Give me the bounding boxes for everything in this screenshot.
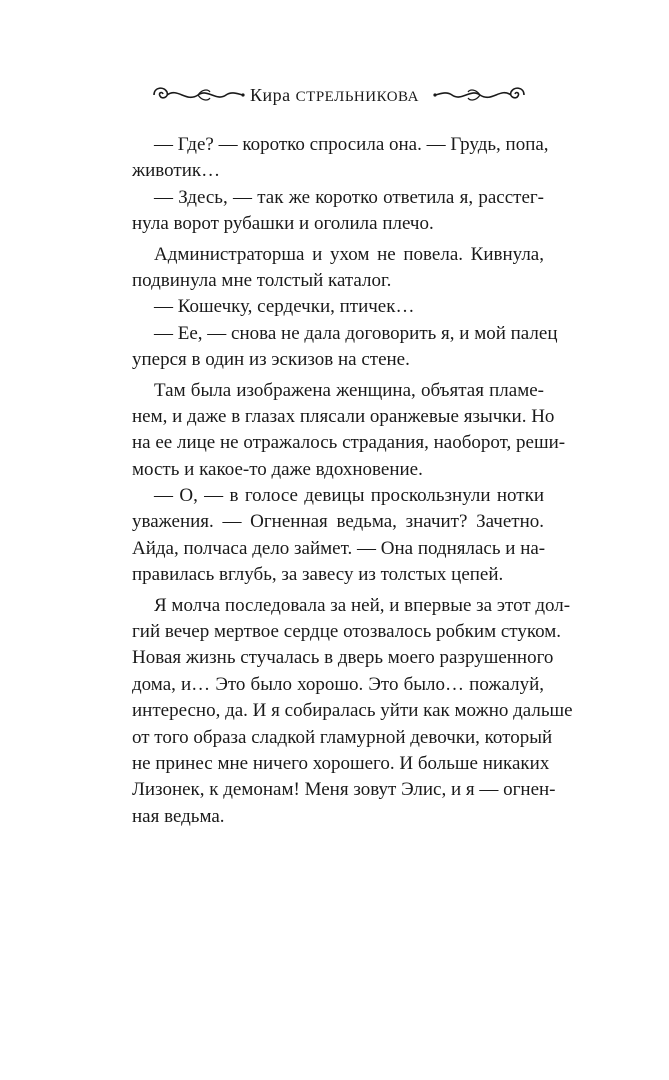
text-line: Я молча последовала за ней, и впервые за этот дол-	[154, 594, 571, 616]
paragraph	[132, 378, 566, 484]
text-line: уважения. — Огненная ведьма, значит? Зачетно.	[132, 511, 544, 533]
text-line: нем, и даже в глазах плясали оранжевые язычки. Но	[132, 405, 555, 427]
text-line: Айда, полчаса дело займет. — Она поднялась и на-	[132, 537, 546, 559]
text-line: правилась вглубь, за завесу из толстых цепей.	[132, 564, 504, 586]
text-line: уперся в один из эскизов на стене.	[132, 349, 410, 371]
text-line: нула ворот рубашки и оголила плечо.	[132, 213, 434, 235]
text-line: — Где? — коротко спросила она. — Грудь, попа,	[154, 134, 549, 155]
text-line: дома, и… Это было хорошо. Это было… пожалуй,	[132, 673, 544, 695]
text-line: мость и какое-то даже вдохновение.	[132, 458, 423, 480]
text-line: Администраторша и ухом не повела. Кивнула,	[154, 243, 544, 265]
paragraph	[132, 132, 549, 185]
paragraph	[132, 294, 544, 320]
paragraph	[132, 321, 558, 374]
author-first-name: Кира	[250, 85, 291, 105]
text-line: — Кошечку, сердечки, птичек…	[154, 296, 415, 318]
running-header	[0, 78, 669, 114]
text-line: на ее лице не отражалось страдания, наоборот, реши-	[132, 432, 566, 454]
text-line: Там была изображена женщина, объятая пламе-	[154, 379, 544, 401]
paragraph	[132, 242, 544, 295]
author-last-name: СТРЕЛЬНИКОВА	[295, 89, 419, 105]
running-head-author	[0, 83, 669, 109]
text-line: — Ее, — снова не дала договорить я, и мой палец	[154, 322, 558, 344]
paragraph	[132, 593, 573, 831]
flourish-ornament-right-icon	[432, 82, 528, 108]
text-line: — Здесь, — так же коротко ответила я, расстег-	[154, 186, 544, 208]
text-line: Лизонек, к демонам! Меня зовут Элис, и я — огнен-	[132, 779, 556, 801]
text-line: Новая жизнь стучалась в дверь моего разрушенного	[132, 647, 554, 669]
paragraph	[132, 483, 544, 589]
text-line: гий вечер мертвое сердце отозвалось робким стуком.	[132, 621, 562, 643]
text-line: не принес мне ничего хорошего. И больше никаких	[132, 752, 550, 774]
body-text	[132, 132, 573, 830]
text-line: интересно, да. И я собиралась уйти как можно дальше	[132, 700, 573, 722]
paragraph	[132, 185, 544, 238]
text-line: подвинула мне толстый каталог.	[132, 269, 392, 291]
text-line: от того образа сладкой гламурной девочки, который	[132, 726, 553, 748]
text-line: животик…	[132, 160, 221, 182]
text-line: — О, — в голосе девицы проскользнули нотки	[154, 485, 544, 507]
text-line: ная ведьма.	[132, 805, 225, 827]
